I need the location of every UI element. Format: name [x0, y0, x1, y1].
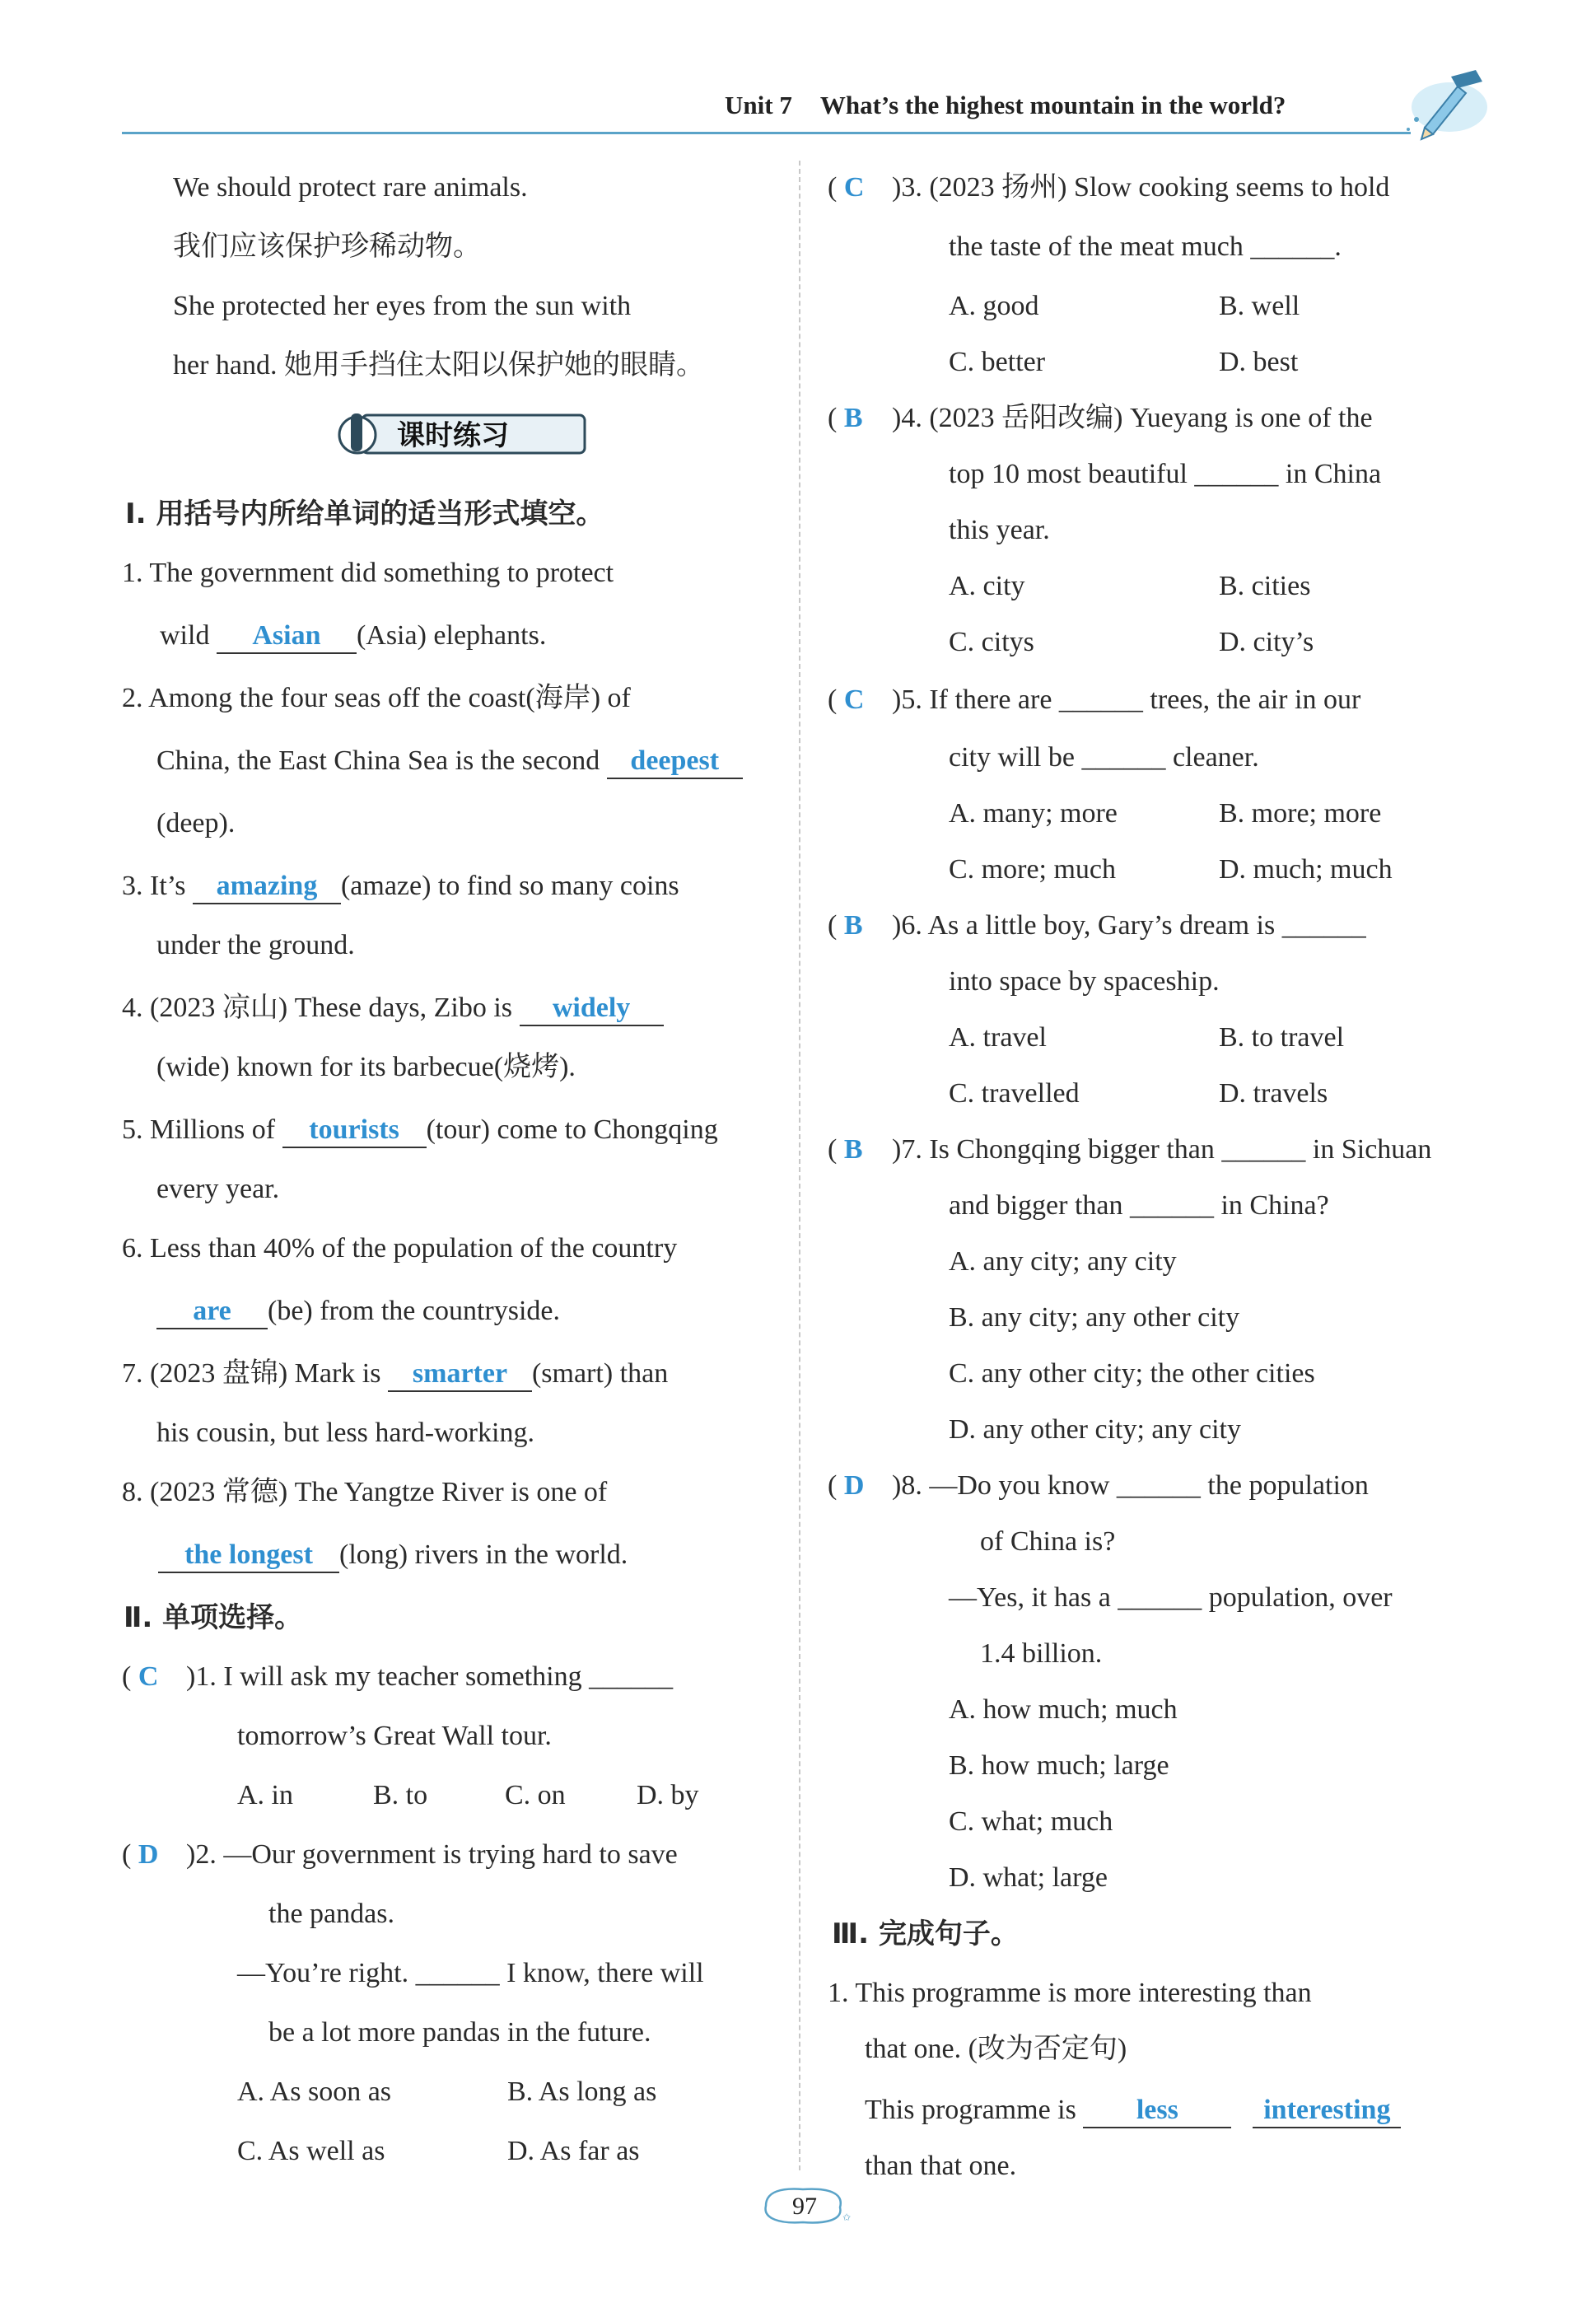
mc4-line-c: this year.	[949, 515, 1050, 545]
answer-text: Asian	[252, 620, 321, 651]
answer-blank	[520, 992, 664, 1026]
mc2-options-1	[237, 2062, 656, 2122]
option: C. As well as	[237, 2136, 385, 2166]
intro-line: 我们应该保护珍稀动物。	[173, 231, 481, 262]
q4-line-b: (wide) known for its barbecue(烧烤).	[156, 1052, 576, 1082]
q8-line-b: the longest (long) rivers in the world.	[158, 1525, 628, 1585]
q8-line-a: 8. (2023 常德) The Yangtze River is one of	[122, 1477, 608, 1507]
option: D. much; much	[1219, 854, 1393, 885]
answer-blank	[388, 1357, 532, 1392]
q2-line-c: (deep).	[156, 808, 236, 839]
option: C. citys	[949, 627, 1034, 657]
option: A. any city; any city	[949, 1246, 1177, 1277]
option: D. best	[1219, 347, 1299, 377]
choice-answer: B	[843, 403, 863, 433]
answer-text: less	[1136, 2095, 1178, 2125]
option: C. on	[505, 1780, 566, 1810]
answer-text: tourists	[309, 1114, 399, 1145]
q5-line-a: 5. Millions of tourists (tour) come to Chongqing	[122, 1100, 718, 1160]
option: A. in	[237, 1780, 293, 1810]
s1-line-a: 1. This programme is more interesting than	[828, 1978, 1312, 2008]
answer-text: interesting	[1263, 2095, 1391, 2125]
option: C. any other city; the other cities	[949, 1358, 1315, 1389]
mc8-line-b: of China is?	[980, 1526, 1116, 1557]
lesson-practice-banner	[329, 404, 593, 461]
choice-answer: B	[843, 1134, 863, 1165]
option: C. what; much	[949, 1806, 1113, 1837]
s1-line-c: This programme is less interesting	[865, 2081, 1401, 2140]
option: A. As soon as	[237, 2076, 392, 2107]
q1-line-b: wild Asian (Asia) elephants.	[160, 606, 546, 666]
choice-answer: B	[843, 910, 863, 941]
mc3-line-a: ( C )3. (2023 扬州) Slow cooking seems to hold	[828, 172, 1390, 203]
option: D. As far as	[507, 2136, 640, 2166]
mc3-options-1	[949, 277, 1300, 336]
mc2-options-2	[237, 2122, 640, 2181]
option: D. by	[637, 1780, 699, 1810]
option: B. cities	[1219, 571, 1311, 601]
option: B. As long as	[507, 2076, 657, 2107]
s1-line-b: that one. (改为否定句)	[865, 2034, 1127, 2064]
q5-line-b: every year.	[156, 1174, 280, 1204]
unit-title: What’s the highest mountain in the world?	[819, 91, 1286, 119]
mc4-line-a: ( B )4. (2023 岳阳改编) Yueyang is one of the	[828, 403, 1373, 433]
mc6-options-2	[949, 1064, 1328, 1123]
column-divider	[799, 161, 800, 2170]
svg-text:✩: ✩	[842, 2212, 852, 2223]
choice-answer: C	[138, 1661, 159, 1692]
q7-line-a: 7. (2023 盘锦) Mark is smarter (smart) than	[122, 1344, 668, 1404]
mc2-line-c: —You’re right. ______ I know, there will	[237, 1958, 704, 1988]
q3-line-a: 3. It’s amazing (amaze) to find so many coins	[122, 857, 679, 916]
mc7-line-a: ( B )7. Is Chongqing bigger than ______ in Sichuan	[828, 1134, 1432, 1165]
intro-line: She protected her eyes from the sun with	[173, 291, 632, 321]
s1-line-d: than that one.	[865, 2151, 1017, 2181]
answer-blank	[1253, 2094, 1401, 2128]
answer-text: deepest	[630, 745, 720, 776]
choice-answer: D	[843, 1470, 865, 1501]
mc4-options-2	[949, 613, 1314, 672]
mc4-line-b: top 10 most beautiful ______ in China	[949, 459, 1382, 489]
mc2-line-b: the pandas.	[268, 1899, 394, 1929]
mc8-line-a: ( D )8. —Do you know ______ the population	[828, 1470, 1369, 1501]
option: C. better	[949, 347, 1046, 377]
option: A. travel	[949, 1022, 1047, 1053]
page-number-badge	[758, 2184, 852, 2227]
mc2-line-d: be a lot more pandas in the future.	[268, 2017, 651, 2048]
option: B. to	[373, 1780, 428, 1810]
q3-line-b: under the ground.	[156, 930, 355, 960]
mc3-options-2	[949, 333, 1298, 392]
header-rule	[122, 132, 1411, 134]
option: B. well	[1219, 291, 1300, 321]
mc3-line-b: the taste of the meat much ______.	[949, 231, 1342, 262]
answer-blank	[158, 1539, 339, 1573]
mc5-options-2	[949, 840, 1393, 899]
mc5-line-a: ( C )5. If there are ______ trees, the air in our	[828, 684, 1361, 715]
mc1-line-b: tomorrow’s Great Wall tour.	[237, 1721, 552, 1751]
section-2-title: Ⅱ. 单项选择。	[124, 1601, 303, 1634]
choice-answer: C	[843, 172, 865, 203]
option: D. city’s	[1219, 627, 1314, 657]
intro-line: her hand. 她用手挡住太阳以保护她的眼睛。	[173, 350, 705, 381]
mc8-line-d: 1.4 billion.	[980, 1638, 1103, 1669]
option: C. travelled	[949, 1078, 1080, 1109]
answer-blank	[193, 870, 341, 904]
answer-text: widely	[552, 993, 631, 1023]
option: A. good	[949, 291, 1039, 321]
section-3-title: Ⅲ. 完成句子。	[832, 1918, 1019, 1950]
option: A. how much; much	[949, 1694, 1178, 1725]
answer-text: are	[193, 1296, 231, 1326]
answer-blank	[282, 1114, 427, 1148]
option: B. how much; large	[949, 1750, 1169, 1781]
mc4-options-1	[949, 557, 1310, 616]
q7-line-b: his cousin, but less hard-working.	[156, 1418, 534, 1448]
section-1-title: Ⅰ. 用括号内所给单词的适当形式填空。	[125, 498, 604, 530]
q2-line-a: 2. Among the four seas off the coast(海岸) of	[122, 683, 631, 713]
mc8-line-c: —Yes, it has a ______ population, over	[949, 1582, 1393, 1613]
option: C. more; much	[949, 854, 1117, 885]
banner-text: 课时练习	[397, 419, 509, 452]
answer-blank	[156, 1295, 268, 1329]
mc7-line-b: and bigger than ______ in China?	[949, 1190, 1329, 1221]
option: B. any city; any other city	[949, 1302, 1240, 1333]
option: B. to travel	[1219, 1022, 1345, 1053]
option: D. what; large	[949, 1862, 1108, 1893]
option: D. travels	[1219, 1078, 1328, 1109]
answer-blank	[217, 619, 357, 654]
pencil-graduation-icon	[1400, 62, 1491, 144]
answer-blank	[607, 745, 743, 779]
choice-answer: D	[138, 1839, 159, 1870]
mc6-line-a: ( B )6. As a little boy, Gary’s dream is ______	[828, 910, 1366, 941]
mc2-line-a: ( D )2. —Our government is trying hard to save	[122, 1839, 678, 1870]
choice-answer: C	[843, 684, 865, 715]
option: A. many; more	[949, 798, 1118, 829]
mc6-line-b: into space by spaceship.	[949, 966, 1220, 997]
unit-label: Unit 7	[725, 91, 792, 119]
option: A. city	[949, 571, 1025, 601]
answer-text: smarter	[412, 1358, 508, 1389]
answer-text: the longest	[184, 1539, 313, 1570]
page-header	[725, 91, 1286, 120]
mc6-options-1	[949, 1008, 1344, 1067]
mc1-options	[237, 1766, 699, 1825]
q6-line-b: are (be) from the countryside.	[156, 1282, 560, 1341]
q2-line-b: China, the East China Sea is the second deepest	[156, 731, 743, 791]
intro-line: We should protect rare animals.	[173, 172, 528, 203]
answer-text: amazing	[216, 871, 318, 901]
q6-line-a: 6. Less than 40% of the population of the country	[122, 1233, 678, 1264]
mc1-line-a: ( C )1. I will ask my teacher something ______	[122, 1661, 674, 1692]
answer-blank	[1083, 2094, 1231, 2128]
page-number: 97	[792, 2193, 817, 2220]
q1-line-a: 1. The government did something to protect	[122, 558, 614, 588]
mc5-options-1	[949, 784, 1381, 843]
option: B. more; more	[1219, 798, 1382, 829]
q4-line-a: 4. (2023 凉山) These days, Zibo is widely	[122, 979, 664, 1038]
mc5-line-b: city will be ______ cleaner.	[949, 742, 1259, 773]
option: D. any other city; any city	[949, 1414, 1242, 1445]
